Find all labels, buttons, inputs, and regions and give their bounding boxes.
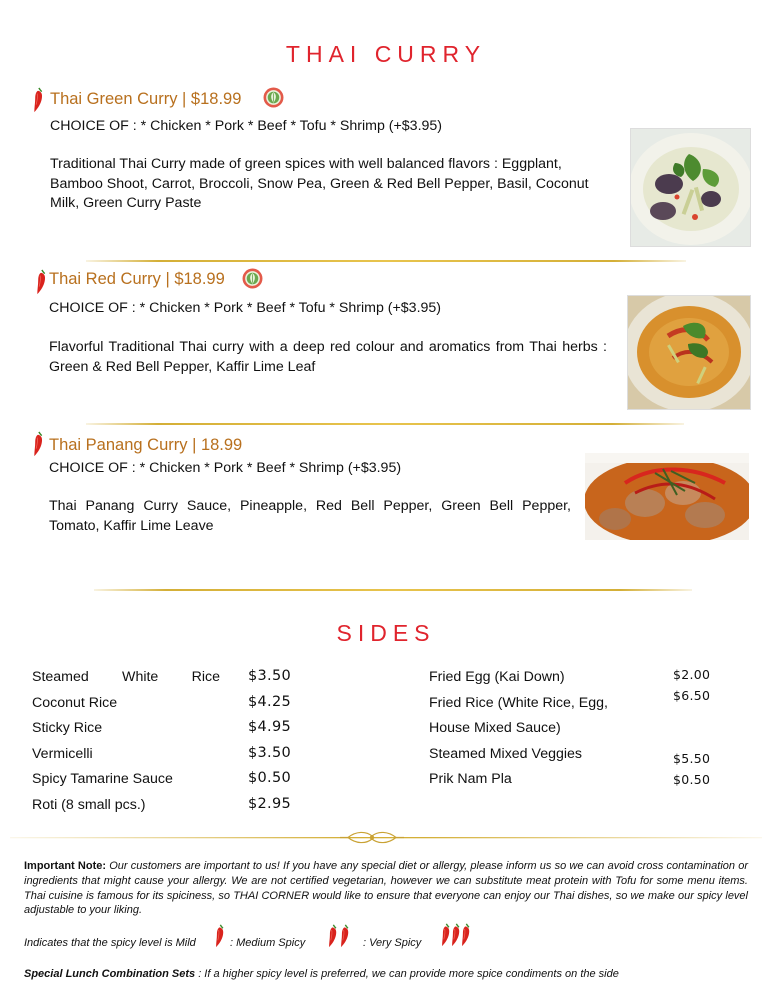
lunch-note bbox=[24, 968, 619, 980]
side-item-price: $6.50 bbox=[673, 688, 711, 703]
item-choice: CHOICE OF : * Chicken * Pork * Beef * Tofu * Shrimp (+$3.95) bbox=[49, 300, 442, 316]
chili-icon bbox=[32, 431, 44, 457]
side-item-price: $0.50 bbox=[248, 770, 292, 786]
side-item-name: Prik Nam Pla bbox=[429, 771, 512, 787]
side-item-price: $3.50 bbox=[248, 745, 292, 761]
side-item-price: $5.50 bbox=[673, 751, 711, 766]
item-description: Flavorful Traditional Thai curry with a deep red colour and aromatics from Thai herbs : Green & Red Bell Pepper, Kaffir Lime Leaf bbox=[49, 339, 607, 375]
chili-icon bbox=[35, 269, 47, 295]
divider-rule bbox=[86, 260, 686, 262]
legend-medium-text: : Medium Spicy bbox=[230, 937, 306, 949]
side-item-name: Fried Rice (White Rice, Egg, bbox=[429, 695, 608, 711]
lunch-text: : If a higher spicy level is preferred, we can provide more spice condiments on the side bbox=[195, 968, 619, 980]
side-item-name: Coconut Rice bbox=[32, 695, 118, 711]
vegetarian-badge-icon bbox=[242, 268, 263, 289]
chili-icon bbox=[339, 924, 350, 948]
side-item-price: $4.25 bbox=[248, 694, 292, 710]
side-item-price: $2.95 bbox=[248, 796, 292, 812]
side-item-price: $0.50 bbox=[673, 772, 711, 787]
side-item-name: Roti (8 small pcs.) bbox=[32, 797, 146, 813]
item-description: Thai Panang Curry Sauce, Pineapple, Red Bell Pepper, Green Bell Pepper, Tomato, Kaffir Lime Leave bbox=[49, 498, 571, 534]
side-item-name: House Mixed Sauce) bbox=[429, 720, 561, 736]
panang-curry-photo bbox=[585, 453, 749, 540]
side-item-name: Steamed Mixed Veggies bbox=[429, 746, 582, 762]
legend-very-text: : Very Spicy bbox=[363, 937, 422, 949]
side-item-price: $4.95 bbox=[248, 719, 292, 735]
item-title-green-curry: Thai Green Curry | $18.99 bbox=[50, 90, 242, 108]
item-title-red-curry: Thai Red Curry | $18.99 bbox=[49, 270, 225, 288]
note-text: Our customers are important to us! If you have any special diet or allergy, please inform us so we can avoid cross contamination or ingredients that might cause your allergy. We are not certified vegetarian, however we can substitute meat protein with Tofu for some menu items. Thai cuisine is famous for its spiciness, so THAI CORNER would like to ensure that everyone can enjoy our Thai dishes, so we make our spicy level adjustable to your liking. bbox=[24, 860, 748, 917]
side-item-price: $2.00 bbox=[673, 667, 711, 682]
chili-icon bbox=[327, 924, 338, 948]
side-item-name: Sticky Rice bbox=[32, 720, 103, 736]
item-choice: CHOICE OF : * Chicken * Pork * Beef * Shrimp (+$3.95) bbox=[49, 460, 402, 476]
ornament-divider-icon bbox=[0, 830, 772, 846]
item-title-panang-curry: Thai Panang Curry | 18.99 bbox=[49, 436, 243, 454]
divider-rule bbox=[86, 423, 684, 425]
important-note bbox=[24, 859, 748, 918]
chili-icon bbox=[460, 923, 471, 947]
note-label: Important Note: bbox=[24, 860, 107, 872]
green-curry-photo bbox=[630, 128, 751, 247]
section-title-curry: THAI CURRY bbox=[285, 41, 487, 67]
vegetarian-badge-icon bbox=[263, 87, 284, 108]
item-choice: CHOICE OF : * Chicken * Pork * Beef * Tofu * Shrimp (+$3.95) bbox=[50, 118, 443, 134]
lunch-label: Special Lunch Combination Sets bbox=[24, 968, 196, 980]
side-item-name: Steamed White Rice bbox=[32, 669, 220, 685]
chili-icon bbox=[32, 87, 44, 113]
item-description: Traditional Thai Curry made of green spices with well balanced flavors : Eggplant, Bamboo Shoot, Carrot, Broccoli, Snow Pea, Green & Red Bell Pepper, Basil, Coconut Milk, Green Curry Paste bbox=[50, 156, 589, 211]
side-item-price: $3.50 bbox=[248, 668, 292, 684]
legend-mild-text: Indicates that the spicy level is Mild bbox=[24, 937, 196, 949]
divider-rule bbox=[94, 589, 692, 591]
side-item-name: Vermicelli bbox=[32, 746, 93, 762]
side-item-name: Spicy Tamarine Sauce bbox=[32, 771, 173, 787]
chili-icon bbox=[214, 924, 225, 948]
side-item-name: Fried Egg (Kai Down) bbox=[429, 669, 565, 685]
section-title-sides: SIDES bbox=[336, 620, 436, 646]
red-curry-photo bbox=[627, 295, 751, 410]
